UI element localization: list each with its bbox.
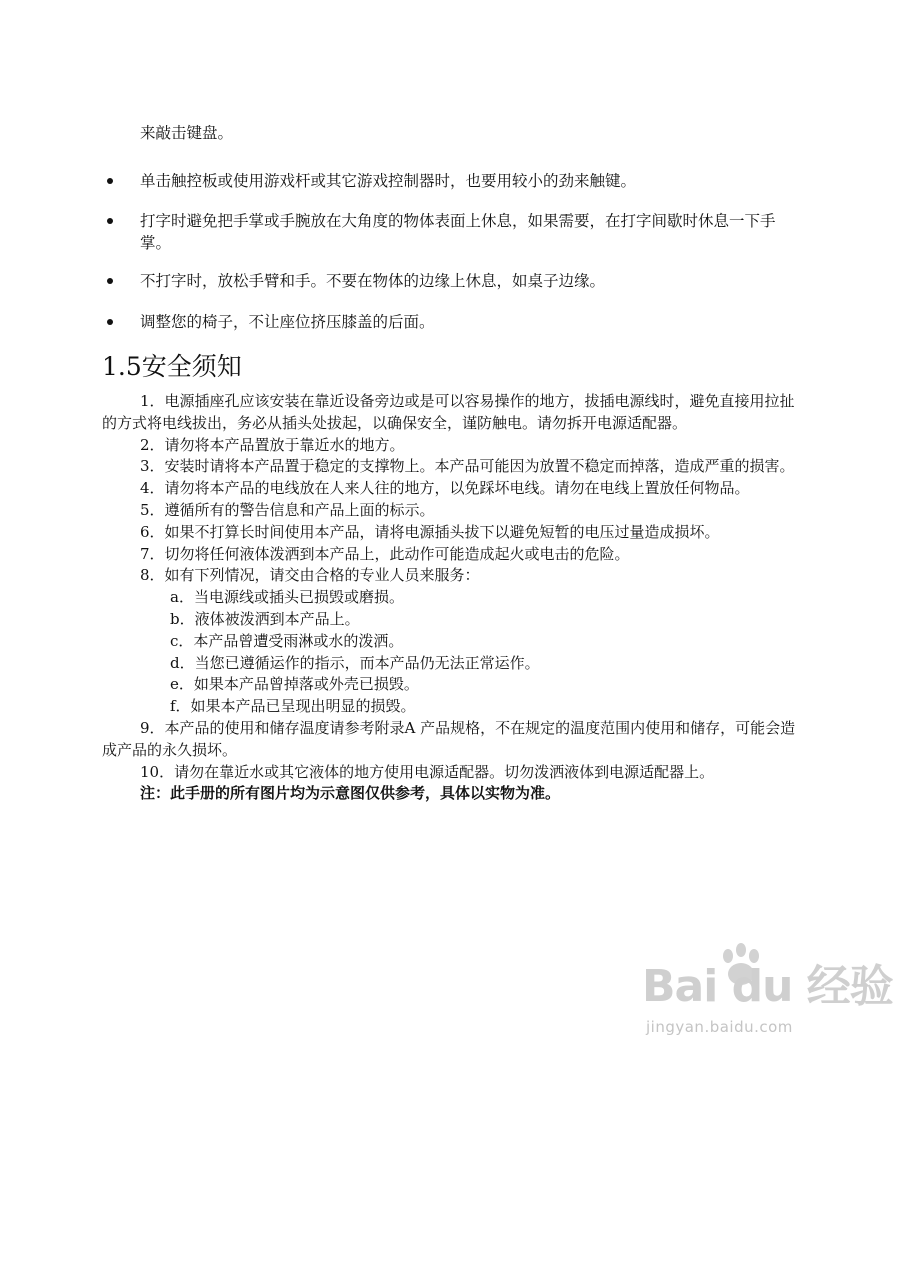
safety-item: 10．请勿在靠近水或其它液体的地方使用电源适配器。切勿泼洒液体到电源适配器上。 xyxy=(140,762,715,781)
service-condition-item: b．液体被泼洒到本产品上。 xyxy=(170,609,360,628)
baidu-jingyan-watermark xyxy=(636,942,893,1102)
service-conditions-list xyxy=(102,587,802,718)
bullet-item xyxy=(140,270,800,292)
safety-item: 3．安装时请将本产品置于稳定的支撑物上。本产品可能因为放置不稳定而掉落，造成严重的损害。 xyxy=(140,457,795,476)
bullet-text: 单击触控板或使用游戏杆或其它游戏控制器时，也要用较小的劲来触键。 xyxy=(140,172,637,190)
watermark-url: jingyan.baidu.com xyxy=(646,1018,793,1036)
safety-item: 1．电源插座孔应该安装在靠近设备旁边或是可以容易操作的地方，拔插电源线时，避免直接用拉扯的方式将电线拔出，务必从插头处拔起，以确保安全，谨防触电。请勿拆开电源适配器。 xyxy=(102,392,795,432)
bullet-dot-icon xyxy=(107,178,113,184)
bullet-item xyxy=(140,170,800,192)
image-disclaimer-note: 注：此手册的所有图片均为示意图仅供参考，具体以实物为准。 xyxy=(140,784,561,803)
bullet-dot-icon xyxy=(107,218,113,224)
service-condition-item: f．如果本产品已呈现出明显的损毁。 xyxy=(170,697,416,716)
bullet-dot-icon xyxy=(107,319,113,325)
bullet-text: 不打字时，放松手臂和手。不要在物体的边缘上休息，如桌子边缘。 xyxy=(140,272,606,290)
safety-notice-list xyxy=(102,391,802,805)
service-condition-item: e．如果本产品曾掉落或外壳已损毁。 xyxy=(170,675,419,694)
bullet-item xyxy=(140,210,800,254)
bullet-dot-icon xyxy=(107,278,113,284)
watermark-logo-text: Bai du 经验 xyxy=(642,961,893,1012)
safety-item: 6．如果不打算长时间使用本产品，请将电源插头拔下以避免短暂的电压过量造成损坏。 xyxy=(140,522,720,541)
safety-item: 7．切勿将任何液体泼洒到本产品上，此动作可能造成起火或电击的危险。 xyxy=(140,544,630,563)
service-condition-item: d．当您已遵循运作的指示，而本产品仍无法正常运作。 xyxy=(170,653,540,672)
safety-item: 4．请勿将本产品的电线放在人来人往的地方，以免踩坏电线。请勿在电线上置放任何物品。 xyxy=(140,479,750,498)
bullet-text: 打字时避免把手掌或手腕放在大角度的物体表面上休息，如果需要，在打字间歇时休息一下手掌。 xyxy=(140,212,776,252)
bullet-item xyxy=(140,311,800,333)
continuation-text: 来敲击键盘。 xyxy=(140,124,234,142)
safety-item: 8．如有下列情况，请交由合格的专业人员来服务： xyxy=(140,566,480,585)
bullet-text: 调整您的椅子，不让座位挤压膝盖的后面。 xyxy=(140,313,435,331)
safety-item: 5．遵循所有的警告信息和产品上面的标示。 xyxy=(140,500,435,519)
safety-item: 2．请勿将本产品置放于靠近水的地方。 xyxy=(140,435,405,454)
service-condition-item: c．本产品曾遭受雨淋或水的泼洒。 xyxy=(170,631,404,650)
safety-item: 9．本产品的使用和储存温度请参考附录A 产品规格，不在规定的温度范围内使用和储存，可能会造成产品的永久损坏。 xyxy=(102,718,796,759)
section-heading: 1.5安全须知 xyxy=(102,352,242,381)
service-condition-item: a．当电源线或插头已损毁或磨损。 xyxy=(170,588,404,607)
